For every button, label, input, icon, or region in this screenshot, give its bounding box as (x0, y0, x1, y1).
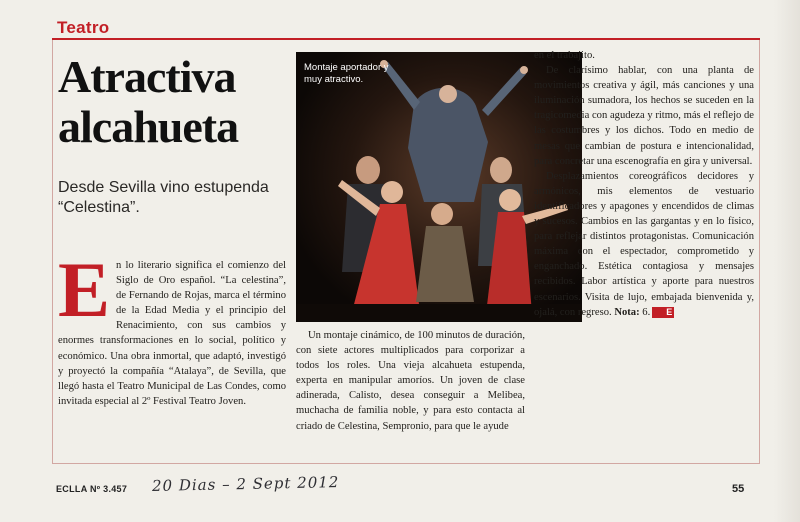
page-fold-shadow (774, 0, 800, 522)
handwritten-date-note: 20 Dias – 2 Sept 2012 (151, 473, 340, 495)
column-3-continuation: en el trabajito. (534, 50, 595, 61)
section-label: Teatro (57, 18, 110, 37)
column-3-paragraph-3-text: Desplazamientos coreográficos decidores y armónicos, mis elementos de vestuario identificadores y apagones y encendidos de climas y sucesos. Cambios en las gargantas y en lo físico, para reflejar distintos protagonistas. Comunicación máxima con el espectador, comprometido y enganchado. Estética contagiosa y mensajes recibidos. Labor artística y aporte para nuestros escenarios. Visita de lujo, embajada bienvenida y, ojalá, con regreso. (534, 170, 754, 318)
rating-label: Nota: (614, 306, 640, 318)
column-2-text: Un montaje cinámico, de 100 minutos de duración, con siete actores multiplicados para corporizar a todos los roles. Una vieja alcahueta estupenda, experta en manipular amoríos. Un joven de clase adinerada, Calisto, desea conseguir a Melibea, muchacha de familia noble, y para esto contacta al criado de Celestina, Sempronio, para que le ayude (296, 330, 525, 432)
rating-value: 6. (642, 306, 651, 318)
column-3-paragraph-3 (534, 169, 754, 320)
column-1-text: n lo literario significa el comienzo del Siglo de Oro español. “La celestina”, de Fernando de Rojas, marca el término de la Edad Media y el principio del Renacimiento, con sus cambios y enormes transformaciones en lo social, político y económico. Una obra inmortal, que adaptó, investigó y proyectó la compañía “Atalaya”, de Sevilla, que llegó hasta el Teatro Municipal de Las Condes, como invitada especial al 2º Festival Teatro Joven. (58, 260, 286, 407)
column-1 (58, 246, 286, 409)
end-mark: E (652, 307, 674, 318)
photo-caption: Montaje aportador y muy atractivo. (304, 62, 389, 85)
column-3-paragraph-2: De clarísimo hablar, con una planta de movimientos creativa y ágil, más canciones y una iluminación sumadora, los hechos se suceden en la tragicomedia con agudeza y ritmo, más el reflejo de las costumbres y los dichos. Todo en medio de mesas que cambian de postura e intencionalidad, para concretar una escenografía en gira y universal. (534, 65, 754, 167)
drop-cap: E (58, 246, 111, 333)
column-2 (296, 328, 525, 434)
column-3 (534, 48, 754, 320)
headline: Atractiva alcahueta (58, 51, 239, 152)
issue-number: ECLLA Nº 3.457 (56, 484, 128, 494)
subheadline: Desde Sevilla vino estupenda “Celestina”. (58, 179, 269, 216)
page-number: 55 (732, 483, 745, 495)
